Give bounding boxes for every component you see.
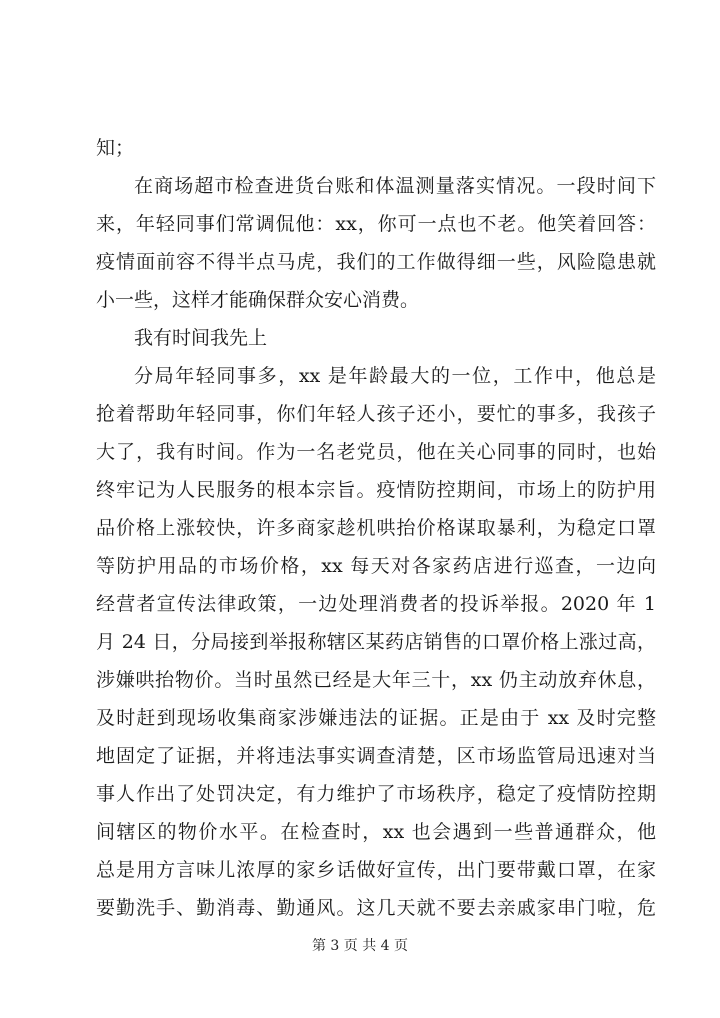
text-line: 抢着帮助年轻同事，你们年轻人孩子还小，要忙的事多，我孩子	[96, 403, 656, 425]
text-line: 小一些，这样才能确保群众安心消费。	[96, 289, 420, 311]
text-line: 终牢记为人民服务的根本宗旨。疫情防控期间，市场上的防护用	[96, 479, 656, 501]
text-line: 知；	[96, 137, 135, 159]
text-line: 疫情面前容不得半点马虎，我们的工作做得细一些，风险隐患就	[96, 251, 656, 273]
text-line: 等防护用品的市场价格，xx 每天对各家药店进行巡查，一边向	[96, 555, 656, 577]
text-line: 品价格上涨较快，许多商家趁机哄抬价格谋取暴利，为稳定口罩	[96, 517, 656, 539]
text-line: 及时赶到现场收集商家涉嫌违法的证据。正是由于 xx 及时完整	[96, 707, 656, 729]
text-line: 间辖区的物价水平。在检查时，xx 也会遇到一些普通群众，他	[96, 821, 656, 843]
text-line: 月 24 日，分局接到举报称辖区某药店销售的口罩价格上涨过高，	[96, 631, 656, 653]
page-number-footer: 第 3 页 共 4 页	[311, 938, 409, 954]
text-line: 在商场超市检查进货台账和体温测量落实情况。一段时间下	[134, 175, 656, 197]
text-line: 大了，我有时间。作为一名老党员，他在关心同事的同时，也始	[96, 441, 656, 463]
text-line: 总是用方言味儿浓厚的家乡话做好宣传，出门要带戴口罩，在家	[96, 859, 656, 881]
text-line: 涉嫌哄抬物价。当时虽然已经是大年三十，xx 仍主动放弃休息，	[96, 669, 656, 691]
text-line: 要勤洗手、勤消毒、勤通风。这几天就不要去亲戚家串门啦，危	[96, 897, 656, 919]
text-line: 经营者宣传法律政策，一边处理消费者的投诉举报。2020 年 1	[96, 593, 656, 615]
text-line: 地固定了证据，并将违法事实调查清楚，区市场监管局迅速对当	[96, 745, 656, 767]
text-line: 事人作出了处罚决定，有力维护了市场秩序，稳定了疫情防控期	[96, 783, 656, 805]
text-line: 分局年轻同事多，xx 是年龄最大的一位，工作中，他总是	[134, 365, 656, 387]
text-line: 来，年轻同事们常调侃他：xx，你可一点也不老。他笑着回答：	[96, 213, 656, 235]
section-heading: 我有时间我先上	[134, 327, 268, 349]
